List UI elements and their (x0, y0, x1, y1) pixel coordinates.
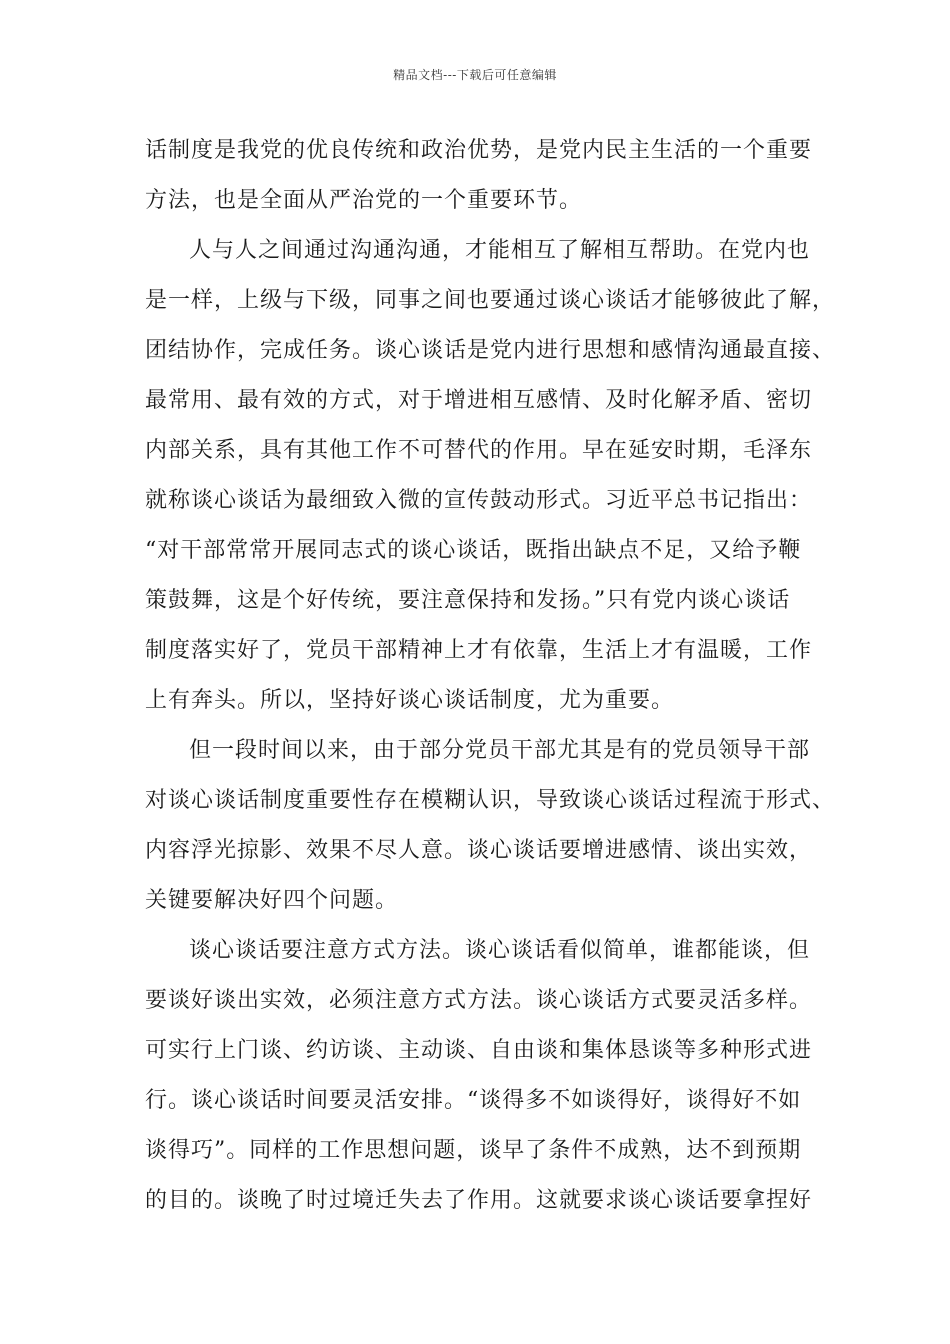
text-line: 的目的。谈晚了时过境迁失去了作用。这就要求谈心谈话要拿捏好 (145, 1188, 813, 1213)
text-line: 团结协作，完成任务。谈心谈话是党内进行思想和感情沟通最直接、 (145, 338, 836, 363)
text-line: 方法，也是全面从严治党的一个重要环节。 (145, 188, 583, 213)
text-line: 但一段时间以来，由于部分党员干部尤其是有的党员领导干部 (189, 738, 811, 763)
text-line: 谈心谈话要注意方式方法。谈心谈话看似简单，谁都能谈，但 (189, 938, 811, 963)
text-line: “对干部常常开展同志式的谈心谈话，既指出缺点不足，又给予鞭 (145, 538, 802, 563)
text-line: 内部关系，具有其他工作不可替代的作用。早在延安时期，毛泽东 (145, 438, 813, 463)
text-line: 要谈好谈出实效，必须注意方式方法。谈心谈话方式要灵活多样。 (145, 988, 813, 1013)
page-header: 精品文档---下载后可任意编辑 (393, 68, 557, 82)
text-line: 对谈心谈话制度重要性存在模糊认识，导致谈心谈话过程流于形式、 (145, 788, 836, 813)
text-line: 策鼓舞，这是个好传统，要注意保持和发扬。”只有党内谈心谈话 (145, 588, 791, 613)
text-line: 行。谈心谈话时间要灵活安排。“谈得多不如谈得好，谈得好不如 (145, 1088, 802, 1113)
text-line: 制度落实好了，党员干部精神上才有依靠，生活上才有温暖，工作 (145, 638, 813, 663)
text-line: 人与人之间通过沟通沟通，才能相互了解相互帮助。在党内也 (189, 238, 811, 263)
text-line: 就称谈心谈话为最细致入微的宣传鼓动形式。习近平总书记指出： (145, 488, 813, 513)
text-line: 内容浮光掠影、效果不尽人意。谈心谈话要增进感情、谈出实效， (145, 838, 813, 863)
text-line: 关键要解决好四个问题。 (145, 888, 399, 913)
text-line: 可实行上门谈、约访谈、主动谈、自由谈和集体恳谈等多种形式进 (145, 1038, 813, 1063)
text-line: 话制度是我党的优良传统和政治优势，是党内民主生活的一个重要 (145, 138, 813, 163)
text-line: 最常用、最有效的方式，对于增进相互感情、及时化解矛盾、密切 (145, 388, 813, 413)
body-text (145, 126, 836, 1226)
text-line: 谈得巧”。同样的工作思想问题，谈早了条件不成熟，达不到预期 (145, 1138, 802, 1163)
text-line: 是一样，上级与下级，同事之间也要通过谈心谈话才能够彼此了解， (145, 288, 836, 313)
text-line: 上有奔头。所以，坚持好谈心谈话制度，尤为重要。 (145, 688, 675, 713)
